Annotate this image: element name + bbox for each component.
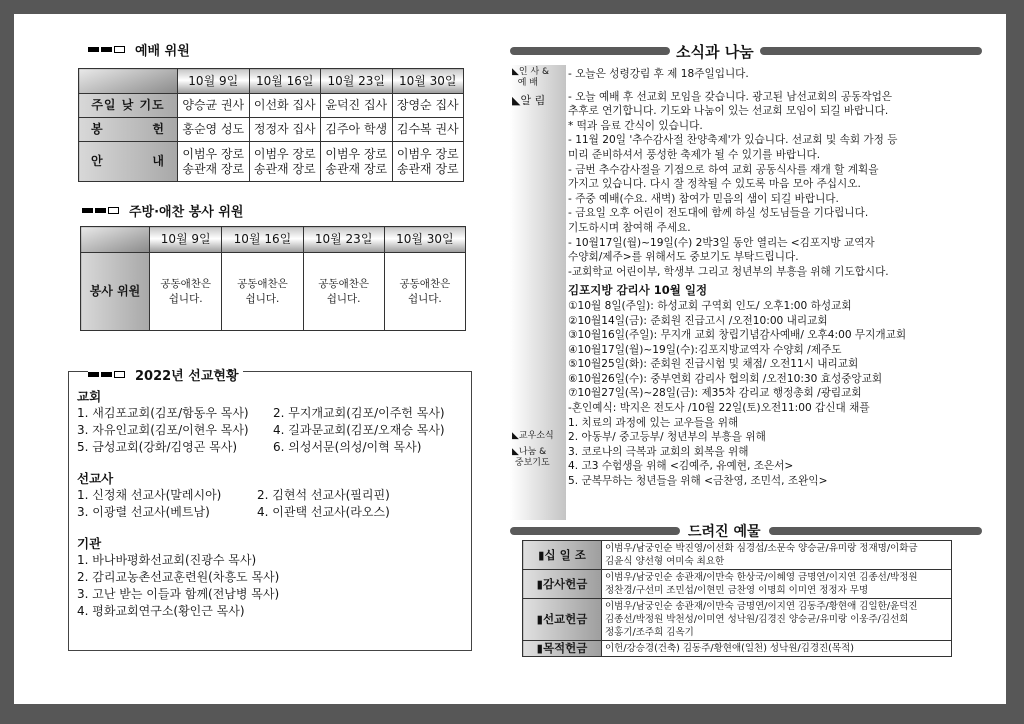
notice-line: - 금요일 오후 어린이 전도대에 함께 하실 성도님들을 기다립니다.: [568, 207, 869, 220]
list-item: 5. 금성교회(강화/김영곤 목사): [77, 440, 237, 454]
cell-line: 이범우 장로: [325, 146, 388, 161]
offerings-table: [522, 540, 952, 657]
list-item: 2. 김현석 선교사(필리핀): [257, 488, 390, 502]
label-text: 중보기도: [514, 458, 550, 468]
notice-line: -교회학교 어린이부, 학생부 그리고 청년부의 부흥을 위해 기도합시다.: [568, 265, 889, 278]
cell-line: 쉽니다.: [326, 292, 361, 305]
cell-line: 공동애찬은: [399, 277, 451, 290]
prayer-item: 3. 코로나의 극복과 교회의 회복을 위해: [568, 445, 749, 458]
names-line: 이범우/남궁인순 박진영/이선화 심경섭/소문숙 양승균/유미랑 정재명/이화금: [605, 543, 918, 554]
schedule-item: ①10월 8일(주일): 하성교회 구역회 인도/ 오후1:00 하성교회: [568, 299, 852, 312]
schedule-title: 김포지방 감리사 10월 일정: [568, 283, 708, 298]
churches-title: 교회: [77, 389, 102, 404]
offering-label: ▮목적헌금: [523, 641, 602, 657]
cell: [222, 253, 303, 331]
notice-line: 추후로 연기합니다. 기도와 나눔이 있는 선교회 모임이 되길 바랍니다.: [568, 105, 889, 118]
label-text: 교우소식: [518, 431, 554, 441]
news-box: [510, 65, 982, 520]
member-news: -혼인예식: 박지은 전도사 /10월 22일(토)오전11:00 갑신대 채플: [568, 402, 870, 415]
cell: [249, 142, 321, 182]
prayer-item: 1. 치료의 과정에 있는 교우들을 위해: [568, 416, 739, 429]
offering-names: [602, 541, 952, 570]
offering-names: [602, 570, 952, 599]
row-label-prayer: 주일 낮 기도: [79, 94, 178, 118]
schedule-item: ⑥10월26일(수): 중부연회 감리사 협의회 /오전10:30 효성중앙교회: [568, 372, 883, 385]
names-line: 정홍기/조주희 김옥기: [605, 627, 694, 638]
cell-line: 송관재 장로: [253, 161, 316, 176]
cell: 이선화 집사: [249, 94, 321, 118]
label-prayer: ◣나눔 & 중보기도: [512, 447, 550, 468]
cell: 김주아 학생: [321, 118, 393, 142]
heading-bar: [760, 47, 982, 55]
date-header: 10월 30일: [392, 69, 464, 94]
list-item: 6. 의성서문(의성/이혁 목사): [273, 440, 422, 454]
row-label-offering: 봉 헌: [79, 118, 178, 142]
cell-line: 이범우 장로: [182, 146, 245, 161]
worship-title: 예배 위원: [135, 44, 190, 59]
kitchen-title: 주방·애찬 봉사 위원: [129, 205, 244, 220]
offering-names: [602, 641, 952, 657]
schedule-item: ⑦10월27일(목)~28일(금): 제35차 감리교 행정총회 /광림교회: [568, 387, 862, 400]
list-item: 2. 무지개교회(김포/이주헌 목사): [273, 406, 445, 420]
heading-bar: [769, 527, 983, 535]
date-header: 10월 16일: [249, 69, 321, 94]
label-text: 알 림: [520, 94, 546, 107]
cell: [303, 253, 384, 331]
worship-heading: [88, 40, 190, 59]
cell-line: 이범우 장로: [253, 146, 316, 161]
table-corner: [81, 227, 150, 253]
cell-line: 쉽니다.: [407, 292, 442, 305]
welcome-text: - 오늘은 성령강림 후 제 18주일입니다.: [568, 68, 749, 80]
mission-box: [68, 371, 472, 651]
list-item: 2. 감리교농촌선교훈련원(차흥도 목사): [77, 570, 280, 584]
offerings-title: 드려진 예물: [688, 524, 761, 540]
cell-line: 공동애찬은: [160, 277, 212, 290]
prayer-item: 2. 아동부/ 중고등부/ 청년부의 부흥을 위해: [568, 431, 766, 444]
cell-line: 송관재 장로: [325, 161, 388, 176]
bullet-bars-icon: [88, 371, 127, 378]
notice-line: - 주중 예배(수요. 새벽) 참여가 믿음의 샘이 되길 바랍니다.: [568, 192, 839, 205]
schedule-item: ⑤10월25일(화): 준회원 진급시험 및 채점/ 오전11시 내리교회: [568, 358, 859, 371]
cell-line: 송관재 장로: [182, 161, 245, 176]
cell: 홍순영 성도: [178, 118, 250, 142]
list-item: 3. 이광렬 선교사(베트남): [77, 505, 210, 519]
date-header: 10월 9일: [150, 227, 222, 253]
cell: [178, 142, 250, 182]
cell: 장영순 집사: [392, 94, 464, 118]
date-header: 10월 30일: [384, 227, 465, 253]
names-line: 이헌/강승경(건축) 김동주/황현애(일천) 성낙원/김경진(목적): [605, 643, 854, 654]
date-header: 10월 23일: [303, 227, 384, 253]
notice-line: 미리 준비하셔서 풍성한 축제가 될 수 있기를 바랍니다.: [568, 148, 821, 161]
offerings-heading: [510, 521, 982, 541]
cell: 윤덕진 집사: [321, 94, 393, 118]
notice-line: - 10월17일(월)~19일(수) 2박3일 동안 열리는 <김포지방 교역자: [568, 236, 875, 249]
kitchen-heading: [82, 201, 243, 220]
mission-title: 2022년 선교현황: [135, 369, 239, 384]
list-item: 1. 바나바평화선교회(진광수 목사): [77, 553, 257, 567]
date-header: 10월 9일: [178, 69, 250, 94]
cell-line: 이범우 장로: [396, 146, 459, 161]
list-item: 4. 평화교회연구소(황인근 목사): [77, 604, 245, 618]
date-header: 10월 16일: [222, 227, 303, 253]
row-label-service: 봉사 위원: [81, 253, 150, 331]
missionaries-list: [77, 487, 463, 521]
cell-line: 송관재 장로: [396, 161, 459, 176]
label-text: 예 배: [517, 78, 538, 88]
worship-table: [78, 68, 464, 182]
cell: [150, 253, 222, 331]
schedule-item: ④10월17일(월)~19일(수):김포지방교역자 수양회 /제주도: [568, 343, 842, 356]
prayer-item: 5. 군복무하는 청년들을 위해 <금찬영, 조민석, 조완익>: [568, 475, 828, 488]
cell: [384, 253, 465, 331]
missionaries-title: 선교사: [77, 471, 114, 486]
table-corner: [79, 69, 178, 94]
schedule-item: ②10월14일(금): 준회원 진급고시 /오전10:00 내리교회: [568, 314, 828, 327]
list-item: 3. 고난 받는 이들과 함께(전남병 목사): [77, 587, 280, 601]
notice-line: 가지고 있습니다. 다시 잘 정착될 수 있도록 마음 모아 주십시오.: [568, 178, 861, 191]
cell-line: 공동애찬은: [237, 277, 288, 290]
mission-heading: [88, 365, 243, 384]
label-text: 인 사 &: [518, 67, 550, 77]
cell: [392, 142, 464, 182]
label-text: 나눔 &: [518, 447, 547, 457]
list-item: 1. 신정채 선교사(말레시아): [77, 488, 222, 502]
notice-line: 수양회/제주>를 위해서도 중보기도 부탁드립니다.: [568, 251, 799, 264]
offering-label: ▮십 일 조: [523, 541, 602, 570]
news-title: 소식과 나눔: [676, 42, 754, 61]
bullet-bars-icon: [88, 46, 127, 53]
offering-names: [602, 599, 952, 641]
cell: [321, 142, 393, 182]
cell-line: 공동애찬은: [318, 277, 369, 290]
heading-bar: [510, 527, 680, 535]
names-line: 김종선/박정원 박천성/이미연 성낙원/김경진 양승균/유미랑 이웅주/김선희: [605, 614, 909, 625]
list-item: 4. 길과문교회(김포/오재승 목사): [273, 423, 445, 437]
news-heading: [510, 40, 982, 62]
churches-list: [77, 405, 463, 456]
prayer-item: 4. 고3 수험생을 위해 <김예주, 유예현, 조은서>: [568, 460, 794, 473]
notice-line: - 오늘 예배 후 선교회 모임을 갖습니다. 광고된 남선교회의 공동작업은: [568, 90, 893, 103]
cell: 양승균 권사: [178, 94, 250, 118]
label-welcome: ◣인 사 & 예 배: [512, 67, 550, 88]
offering-label: ▮선교헌금: [523, 599, 602, 641]
news-body: [568, 65, 984, 489]
cell-line: 쉽니다.: [168, 292, 203, 305]
cell: 김수복 권사: [392, 118, 464, 142]
offering-label: ▮감사헌금: [523, 570, 602, 599]
label-members: ◣교우소식: [512, 431, 554, 441]
label-notice: ◣알 림: [512, 94, 546, 107]
orgs-title: 기관: [77, 536, 102, 551]
cell: 정정자 집사: [249, 118, 321, 142]
names-line: 이범우/남궁인순 송관재/이만숙 한상국/이혜영 금명연/이지연 김종선/박정원: [605, 572, 918, 583]
notice-line: 기도하시며 참여해 주세요.: [568, 221, 691, 234]
names-line: 이범우/남궁인순 송관재/이만숙 금명연/이지연 김동주/황현애 김일한/윤덕진: [605, 601, 918, 612]
kitchen-table: [80, 226, 466, 331]
names-line: 김윤식 양선형 여미숙 최요한: [605, 556, 725, 567]
cell-line: 쉽니다.: [245, 292, 280, 305]
notice-line: - 11월 20일 '추수감사절 찬양축제'가 있습니다. 선교회 및 속회 가정 등: [568, 134, 898, 147]
notice-line: * 떡과 음료 간식이 있습니다.: [568, 119, 703, 132]
list-item: 1. 새김포교회(김포/함동우 목사): [77, 406, 249, 420]
schedule-item: ③10월16일(주일): 무지개 교회 창립기념감사예배/ 오후4:00 무지개교회: [568, 329, 907, 342]
list-item: 3. 자유인교회(김포/이현우 목사): [77, 423, 249, 437]
heading-bar: [510, 47, 670, 55]
date-header: 10월 23일: [321, 69, 393, 94]
list-item: 4. 이관택 선교사(라오스): [257, 505, 390, 519]
notice-line: - 금번 추수감사절을 기점으로 하여 교회 공동식사를 재개 할 계획을: [568, 163, 879, 176]
names-line: 정찬경/구선미 조민섭/이현민 금찬영 이명희 이미연 정정자 무명: [605, 585, 869, 596]
bullet-bars-icon: [82, 207, 121, 214]
row-label-usher: 안 내: [79, 142, 178, 182]
